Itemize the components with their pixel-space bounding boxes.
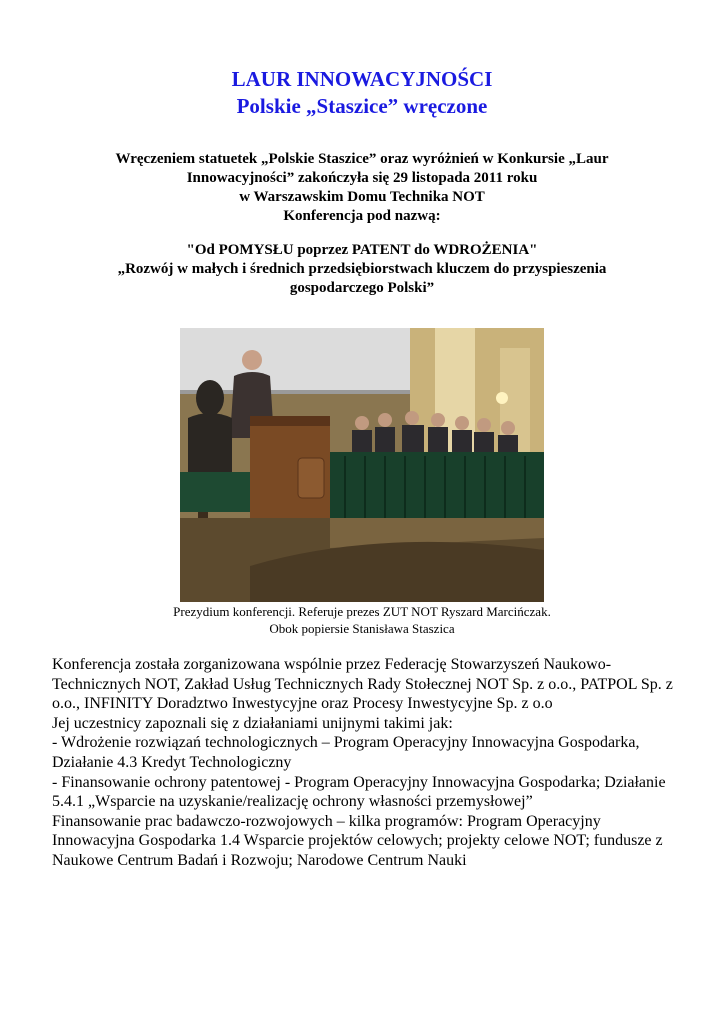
intro-line-1: Wręczeniem statuetek „Polskie Staszice” oraz wyróżnień w Konkursie „Laur [115,151,609,167]
body-paragraph-5: Finansowanie prac badawczo-rozwojowych – kilka programów: Program Operacyjny Innowacyjna Gospodarka 1.4 Wsparcie projektów celowych; projekty celowe NOT; fundusze z Naukowe Centrum Badań i Rozwoju; Narodowe Centrum Nauki [52,812,663,869]
intro-line-2: Innowacyjności” zakończyła się 29 listopada 2011 roku [186,170,538,186]
title-line-2: Polskie „Staszice” wręczone [236,94,488,118]
caption-line-2: Obok popiersie Stanisława Staszica [269,621,455,636]
body-paragraph-2: Jej uczestnicy zapoznali się z działaniami unijnymi takimi jak: [52,714,453,732]
intro-line-4: Konferencja pod nazwą: [283,208,441,224]
quote-line-3: gospodarczego Polski” [289,280,435,296]
intro-line-3: w Warszawskim Domu Technika NOT [239,189,485,205]
body-text [52,655,682,871]
photo-caption [60,603,664,637]
conference-photo [180,328,544,602]
body-paragraph-1: Konferencja została zorganizowana wspólnie przez Federację Stowarzyszeń Naukowo-Technicznych NOT, Zakład Usług Technicznych Rady Stołecznej NOT Sp. z o.o., PATPOL Sp. z o.o., INFINITY Doradztwo Inwestycyjne oraz Procesy Inwestycyjne Sp. z o.o [52,656,673,713]
conference-name [60,241,664,298]
document-title [0,66,724,120]
body-paragraph-3: - Wdrożenie rozwiązań technologicznych – Program Operacyjny Innowacyjna Gospodarka, Działanie 4.3 Kredyt Technologiczny [52,734,640,771]
caption-line-1: Prezydium konferencji. Referuje prezes ZUT NOT Ryszard Marcińczak. [173,604,551,619]
quote-line-2: „Rozwój w małych i średnich przedsiębiorstwach kluczem do przyspieszenia [117,261,607,277]
body-paragraph-4: - Finansowanie ochrony patentowej - Program Operacyjny Innowacyjna Gospodarka; Działanie 5.4.1 „Wsparcie na uzyskanie/realizację ochrony własności przemysłowej” [52,773,666,811]
intro-block [60,150,664,226]
quote-line-1: "Od POMYSŁU poprzez PATENT do WDROŻENIA" [186,242,538,258]
title-line-1: LAUR INNOWACYJNOŚCI [231,67,493,91]
